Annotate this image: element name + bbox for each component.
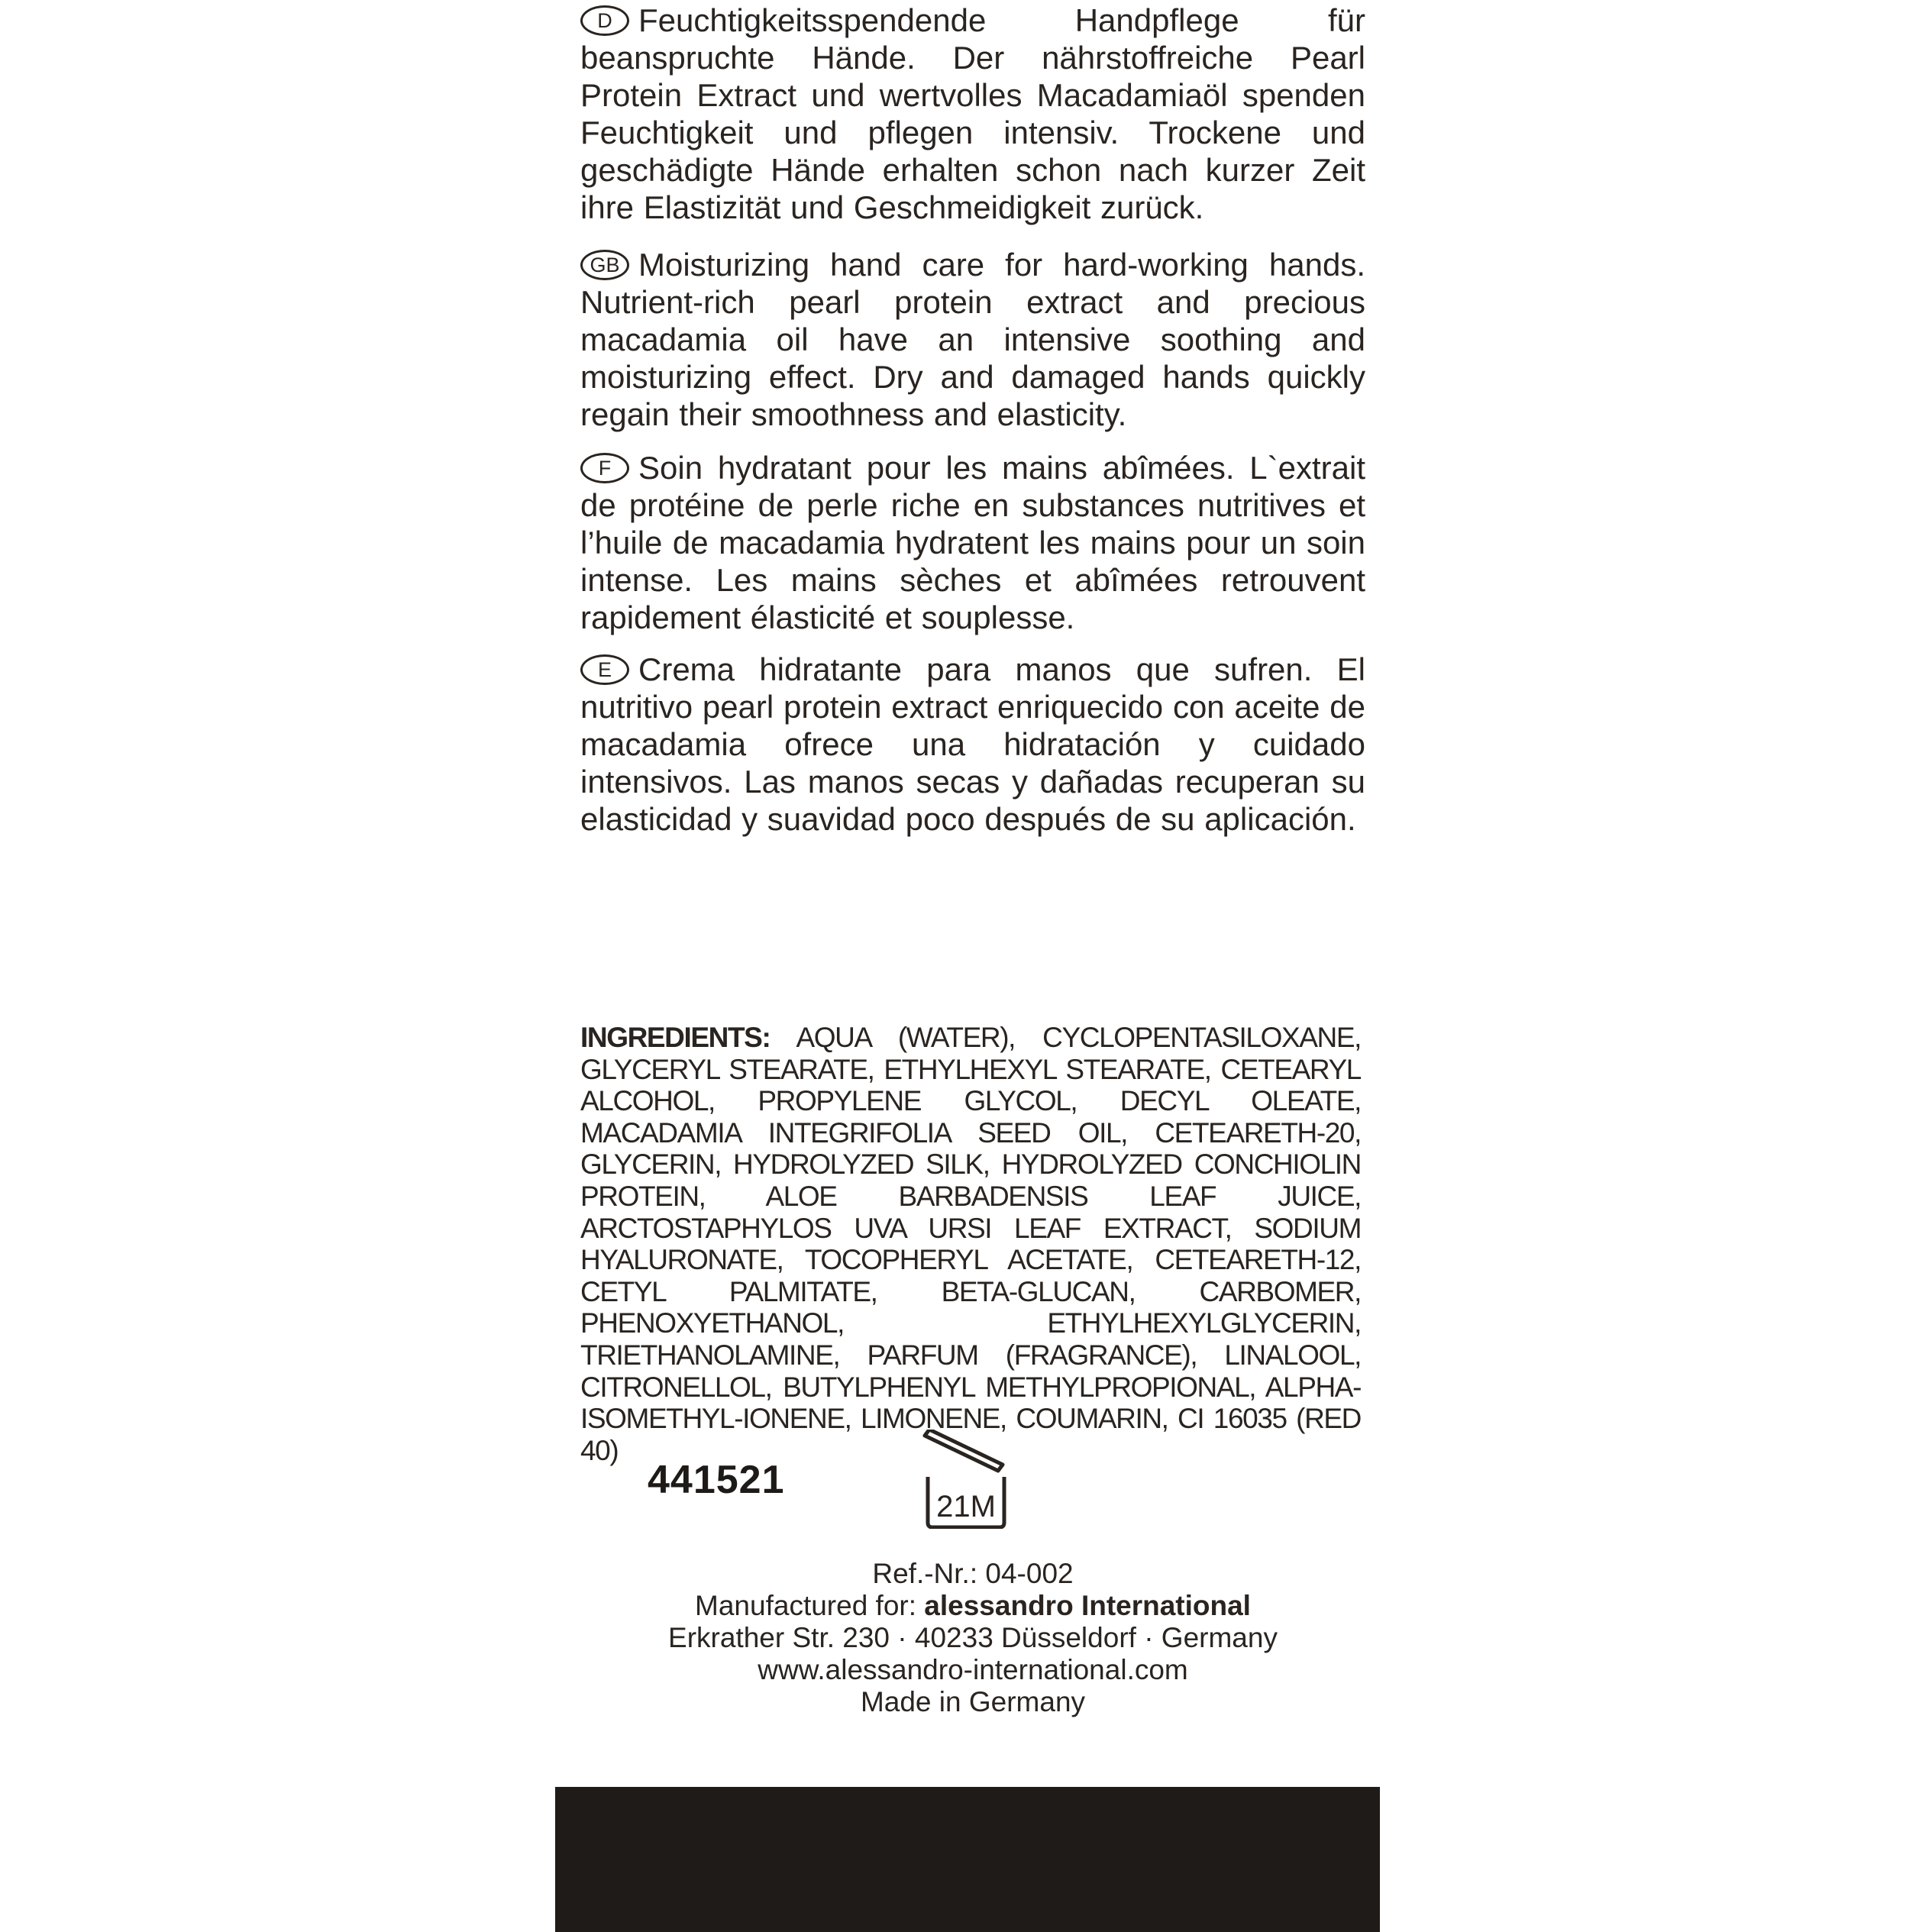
company-website: www.alessandro-international.com [758,1654,1188,1685]
description-text-german: Feuchtigkeitsspendende Handpflege für beanspruchte Hände. Der nährstoffreiche Pearl Protein Extract und wertvolles Macadamiaöl spenden Feuchtigkeit und pflegen intensiv. Trockene und geschädigte Hände erhalten schon nach kurzer Zeit ihre Elastizität und Geschmeidigkeit zurück. [580,2,1365,225]
open-jar-icon [920,1430,1012,1529]
company-name: alessandro International [924,1590,1251,1621]
language-badge-f: F [580,453,629,483]
language-badge-d: D [580,5,629,36]
company-address: Erkrather Str. 230 · 40233 Düsseldorf · Germany [668,1622,1278,1653]
description-english [580,246,1365,433]
description-spanish [580,651,1365,838]
description-text-french: Soin hydratant pour les mains abîmées. L`extrait de protéine de perle riche en substances nutritives et l’huile de macadamia hydratent les mains pour un soin intense. Les mains sèches et abîmées retrouvent rapidement élasticité et souplesse. [580,450,1365,635]
manufacturer-imprint [580,1558,1365,1718]
ingredients-list [580,1022,1361,1466]
dark-footer-band [555,1787,1380,1932]
pao-label: 21M [936,1490,996,1523]
origin-statement: Made in Germany [860,1686,1086,1717]
description-german [580,2,1365,226]
reference-number: Ref.-Nr.: 04-002 [872,1558,1074,1589]
manufactured-for-prefix: Manufactured for: [695,1590,925,1621]
language-badge-e: E [580,654,629,685]
batch-code: 441521 [648,1458,785,1502]
description-text-english: Moisturizing hand care for hard-working hands. Nutrient-rich pearl protein extract and precious macadamia oil have an intensive soothing and moisturizing effect. Dry and damaged hands quickly regain their smoothness and elasticity. [580,247,1365,432]
ingredients-text: AQUA (WATER), CYCLOPENTASILOXANE, GLYCERYL STEARATE, ETHYLHEXYL STEARATE, CETEARYL ALCOHOL, PROPYLENE GLYCOL, DECYL OLEATE, MACADAMIA INTEGRIFOLIA SEED OIL, CETEARETH-20, GLYCERIN, HYDROLYZED SILK, HYDROLYZED CONCHIOLIN PROTEIN, ALOE BARBADENSIS LEAF JUICE, ARCTOSTAPHYLOS UVA URSI LEAF EXTRACT, SODIUM HYALURONATE, TOCOPHERYL ACETATE, CETEARETH-12, CETYL PALMITATE, BETA-GLUCAN, CARBOMER, PHENOXYETHANOL, ETHYLHEXYLGLYCERIN, TRIETHANOLAMINE, PARFUM (FRAGRANCE), LINALOOL, CITRONELLOL, BUTYLPHENYL METHYLPROPIONAL, ALPHA-ISOMETHYL-IONENE, LIMONENE, COUMARIN, CI 16035 (RED 40) [580,1022,1361,1466]
language-badge-gb: GB [580,250,629,280]
manufactured-for-line [580,1590,1365,1622]
ingredients-label: INGREDIENTS: [580,1022,771,1053]
description-french [580,449,1365,636]
description-text-spanish: Crema hidratante para manos que sufren. El nutritivo pearl protein extract enriquecido con aceite de macadamia ofrece una hidratación y cuidado intensivos. Las manos secas y dañadas recuperan su elasticidad y suavidad poco después de su aplicación. [580,651,1365,837]
